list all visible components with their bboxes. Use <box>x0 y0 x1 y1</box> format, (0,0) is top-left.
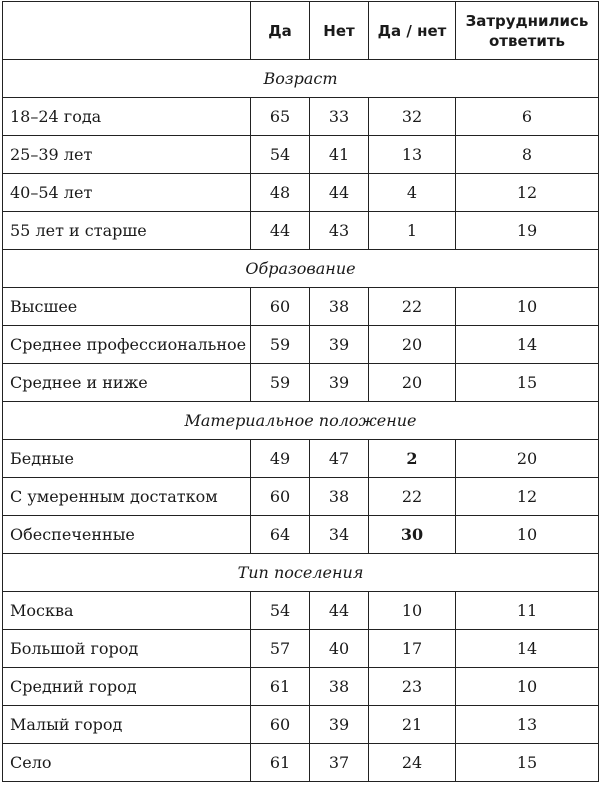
table-row <box>3 478 599 516</box>
row-label: Большой город <box>3 630 251 668</box>
value-yes-no: 4 <box>369 174 456 212</box>
value-no: 47 <box>310 440 369 478</box>
value-yes: 54 <box>251 136 310 174</box>
value-undecided: 19 <box>456 212 599 250</box>
value-no: 37 <box>310 744 369 782</box>
table-row <box>3 136 599 174</box>
value-no: 34 <box>310 516 369 554</box>
value-no: 44 <box>310 592 369 630</box>
value-no: 40 <box>310 630 369 668</box>
value-undecided: 10 <box>456 288 599 326</box>
value-yes-no: 30 <box>369 516 456 554</box>
table-row <box>3 592 599 630</box>
row-label: Средний город <box>3 668 251 706</box>
row-label: Село <box>3 744 251 782</box>
value-no: 38 <box>310 478 369 516</box>
value-undecided: 14 <box>456 326 599 364</box>
value-yes-no: 1 <box>369 212 456 250</box>
row-label: 55 лет и старше <box>3 212 251 250</box>
survey-table <box>2 1 599 782</box>
value-undecided: 13 <box>456 706 599 744</box>
table-row <box>3 744 599 782</box>
value-yes: 60 <box>251 288 310 326</box>
value-yes-no: 20 <box>369 326 456 364</box>
value-yes: 60 <box>251 706 310 744</box>
table-row <box>3 98 599 136</box>
value-undecided: 10 <box>456 668 599 706</box>
table-row <box>3 630 599 668</box>
value-undecided: 15 <box>456 744 599 782</box>
value-no: 38 <box>310 288 369 326</box>
value-undecided: 10 <box>456 516 599 554</box>
value-yes-no: 23 <box>369 668 456 706</box>
table-row <box>3 326 599 364</box>
value-no: 33 <box>310 98 369 136</box>
row-label: Обеспеченные <box>3 516 251 554</box>
value-no: 43 <box>310 212 369 250</box>
value-undecided: 11 <box>456 592 599 630</box>
table-row <box>3 516 599 554</box>
value-yes-no: 32 <box>369 98 456 136</box>
table-row <box>3 364 599 402</box>
row-label: 25–39 лет <box>3 136 251 174</box>
section-row <box>3 402 599 440</box>
value-yes: 59 <box>251 326 310 364</box>
value-yes: 64 <box>251 516 310 554</box>
value-no: 39 <box>310 326 369 364</box>
row-label: Москва <box>3 592 251 630</box>
row-label: 18–24 года <box>3 98 251 136</box>
row-label: С умеренным достатком <box>3 478 251 516</box>
value-yes-no: 10 <box>369 592 456 630</box>
section-row <box>3 60 599 98</box>
value-no: 41 <box>310 136 369 174</box>
value-yes: 65 <box>251 98 310 136</box>
section-title: Тип поселения <box>3 554 599 592</box>
header-row <box>3 2 599 60</box>
section-row <box>3 250 599 288</box>
value-undecided: 20 <box>456 440 599 478</box>
row-label: Среднее профессиональное <box>3 326 251 364</box>
value-undecided: 8 <box>456 136 599 174</box>
section-row <box>3 554 599 592</box>
table-row <box>3 440 599 478</box>
value-no: 38 <box>310 668 369 706</box>
value-no: 39 <box>310 364 369 402</box>
row-label: Среднее и ниже <box>3 364 251 402</box>
value-yes-no: 20 <box>369 364 456 402</box>
value-yes-no: 24 <box>369 744 456 782</box>
value-yes: 61 <box>251 744 310 782</box>
value-yes: 44 <box>251 212 310 250</box>
header-undecided: Затруднились ответить <box>456 2 599 60</box>
value-yes: 57 <box>251 630 310 668</box>
row-label: 40–54 лет <box>3 174 251 212</box>
value-no: 44 <box>310 174 369 212</box>
value-undecided: 6 <box>456 98 599 136</box>
table-row <box>3 706 599 744</box>
header-yes: Да <box>251 2 310 60</box>
header-corner <box>3 2 251 60</box>
section-title: Материальное положение <box>3 402 599 440</box>
value-no: 39 <box>310 706 369 744</box>
section-title: Образование <box>3 250 599 288</box>
value-yes-no: 22 <box>369 478 456 516</box>
value-yes-no: 21 <box>369 706 456 744</box>
table-row <box>3 288 599 326</box>
table-row <box>3 668 599 706</box>
value-yes: 49 <box>251 440 310 478</box>
value-yes: 59 <box>251 364 310 402</box>
table-row <box>3 212 599 250</box>
row-label: Бедные <box>3 440 251 478</box>
value-undecided: 14 <box>456 630 599 668</box>
row-label: Высшее <box>3 288 251 326</box>
value-yes-no: 17 <box>369 630 456 668</box>
value-undecided: 12 <box>456 478 599 516</box>
value-yes: 48 <box>251 174 310 212</box>
value-yes-no: 13 <box>369 136 456 174</box>
value-yes-no: 2 <box>369 440 456 478</box>
table-body <box>3 60 599 782</box>
value-yes: 61 <box>251 668 310 706</box>
header-no: Нет <box>310 2 369 60</box>
section-title: Возраст <box>3 60 599 98</box>
table-row <box>3 174 599 212</box>
value-undecided: 15 <box>456 364 599 402</box>
value-yes-no: 22 <box>369 288 456 326</box>
value-yes: 54 <box>251 592 310 630</box>
row-label: Малый город <box>3 706 251 744</box>
header-yes-no: Да / нет <box>369 2 456 60</box>
value-undecided: 12 <box>456 174 599 212</box>
value-yes: 60 <box>251 478 310 516</box>
